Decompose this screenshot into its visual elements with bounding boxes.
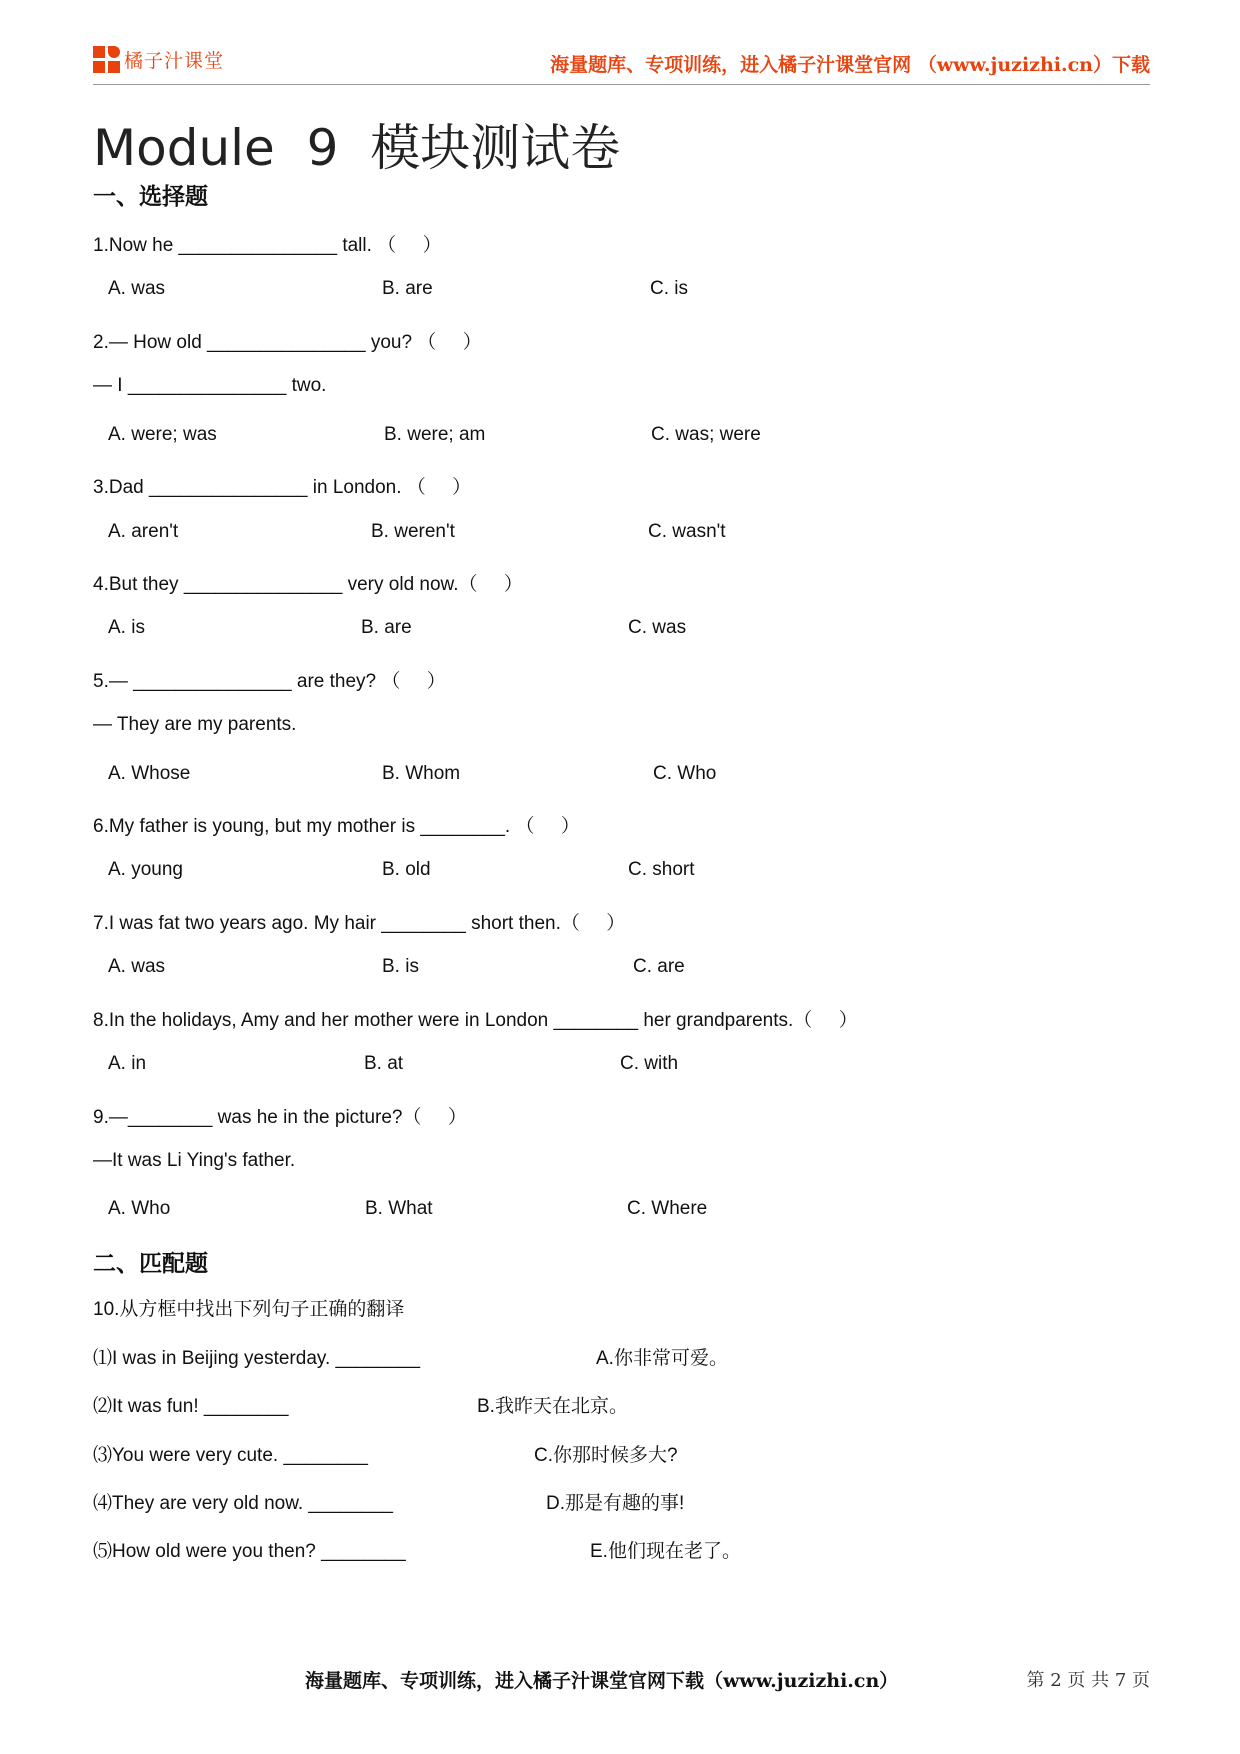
question-3-option-c: C. wasn't — [648, 521, 726, 542]
question-9-option-c: C. Where — [627, 1198, 708, 1219]
question-5-option-c: C. Who — [653, 763, 717, 784]
question-4-stem: 4.But they _______________ very old now.（ ） — [93, 574, 523, 595]
question-1-option-c: C. is — [650, 278, 688, 299]
question-7-stem: 7.I was fat two years ago. My hair ________ short then.（ ） — [93, 913, 626, 934]
matching-left-1: ⑴I was in Beijing yesterday. ________ — [93, 1348, 421, 1369]
question-4-option-b: B. are — [361, 617, 412, 638]
logo-text: 橘子汁课堂 — [124, 50, 225, 72]
matching-left-3: ⑶You were very cute. ________ — [93, 1445, 368, 1466]
matching-right-d: D.那是有趣的事! — [546, 1493, 685, 1514]
logo[interactable] — [93, 46, 224, 73]
question-5-reply: — They are my parents. — [93, 714, 297, 735]
question-6-option-c: C. short — [628, 859, 695, 880]
question-7-option-c: C. are — [633, 956, 685, 977]
matching-prompt: 10.从方框中找出下列句子正确的翻译 — [93, 1299, 405, 1320]
question-4-option-c: C. was — [628, 617, 687, 638]
question-3-option-b: B. weren't — [371, 521, 455, 542]
footer-slogan: 海量题库、专项训练，进入橘子汁课堂官网下载（www.juzizhi.cn） — [305, 1670, 899, 1692]
matching-right-e: E.他们现在老了。 — [590, 1541, 741, 1562]
question-2-option-a: A. were; was — [108, 424, 217, 445]
matching-left-5: ⑸How old were you then? ________ — [93, 1541, 406, 1562]
question-3-option-a: A. aren't — [108, 521, 179, 542]
question-8-option-b: B. at — [364, 1053, 404, 1074]
section-heading-match: 二、匹配题 — [93, 1250, 208, 1277]
question-8-stem: 8.In the holidays, Amy and her mother were in London ________ her grandparents.（ ） — [93, 1010, 858, 1031]
question-4-option-a: A. is — [108, 617, 145, 638]
page-header — [93, 44, 1150, 85]
question-8-option-c: C. with — [620, 1053, 679, 1074]
question-6-option-b: B. old — [382, 859, 431, 880]
question-9-option-b: B. What — [365, 1198, 433, 1219]
logo-icon — [93, 46, 120, 73]
question-1-option-a: A. was — [108, 278, 166, 299]
question-9-option-a: A. Who — [108, 1198, 171, 1219]
question-1-option-b: B. are — [382, 278, 433, 299]
question-2-option-b: B. were; am — [384, 424, 486, 445]
matching-left-2: ⑵It was fun! ________ — [93, 1396, 289, 1417]
page-number: 第 2 页 共 7 页 — [1026, 1670, 1150, 1691]
matching-right-b: B.我昨天在北京。 — [477, 1396, 628, 1417]
question-5-option-a: A. Whose — [108, 763, 191, 784]
question-6-stem: 6.My father is young, but my mother is ________. （ ） — [93, 816, 580, 837]
matching-left-4: ⑷They are very old now. ________ — [93, 1493, 393, 1514]
question-9-reply: —It was Li Ying's father. — [93, 1150, 296, 1171]
header-slogan: 海量题库、专项训练，进入橘子汁课堂官网 （www.juzizhi.cn）下载 — [550, 54, 1150, 76]
question-8-option-a: A. in — [108, 1053, 147, 1074]
question-5-stem: 5.— _______________ are they? （ ） — [93, 671, 446, 692]
question-2-reply: — I _______________ two. — [93, 375, 327, 396]
question-9-stem: 9.—________ was he in the picture?（ ） — [93, 1107, 467, 1128]
question-3-stem: 3.Dad _______________ in London. （ ） — [93, 477, 472, 498]
question-6-option-a: A. young — [108, 859, 183, 880]
question-5-option-b: B. Whom — [382, 763, 461, 784]
question-2-stem: 2.— How old _______________ you? （ ） — [93, 332, 482, 353]
question-7-option-a: A. was — [108, 956, 166, 977]
section-heading-choice: 一、选择题 — [93, 183, 208, 210]
question-2-option-c: C. was; were — [651, 424, 761, 445]
matching-right-c: C.你那时候多大? — [534, 1445, 678, 1466]
matching-right-a: A.你非常可爱。 — [596, 1348, 728, 1369]
question-1-stem: 1.Now he _______________ tall. （ ） — [93, 235, 442, 256]
page-title: Module 9 模块测试卷 — [93, 119, 621, 177]
question-7-option-b: B. is — [382, 956, 419, 977]
